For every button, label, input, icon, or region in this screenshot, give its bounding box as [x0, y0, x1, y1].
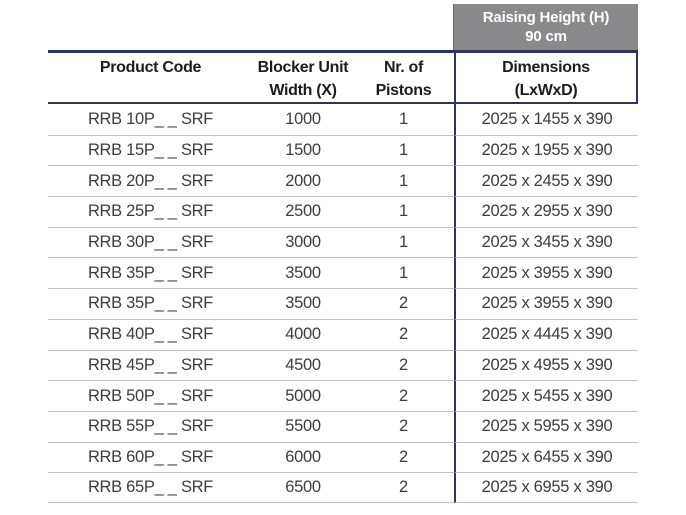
product-code-cell: RRB 55P_ _ SRF — [48, 411, 253, 442]
dimensions-cell: 2025 x 3955 x 390 — [454, 288, 638, 319]
col-header-pistons — [353, 50, 454, 104]
product-code-cell: RRB 10P_ _ SRF — [87, 109, 214, 128]
product-code-cell: RRB 15P_ _ SRF — [48, 135, 253, 166]
blocker-width-cell: 6000 — [253, 442, 353, 473]
table-row — [48, 350, 638, 381]
dimensions-cell: 2025 x 4955 x 390 — [454, 350, 638, 381]
col-header-blocker-width-line1: Blocker Unit — [257, 59, 349, 76]
product-code-cell: RRB 40P_ _ SRF — [48, 319, 253, 350]
pistons-cell: 1 — [399, 109, 408, 128]
dimensions-cell: 2025 x 1955 x 390 — [454, 135, 638, 166]
dimensions-cell: 2025 x 2455 x 390 — [454, 165, 638, 196]
dimensions-cell: 2025 x 5955 x 390 — [454, 411, 638, 442]
product-code-cell: RRB 50P_ _ SRF — [48, 380, 253, 411]
product-code-cell: RRB 45P_ _ SRF — [48, 350, 253, 381]
pistons-cell: 2 — [353, 472, 454, 503]
header-row — [48, 50, 638, 104]
product-code-cell: RRB 65P_ _ SRF — [48, 472, 253, 503]
blocker-width-cell: 5500 — [253, 411, 353, 442]
product-code-cell: RRB 60P_ _ SRF — [48, 442, 253, 473]
dimensions-cell: 2025 x 6955 x 390 — [454, 472, 638, 503]
dimensions-cell: 2025 x 6455 x 390 — [454, 442, 638, 473]
product-code-cell: RRB 35P_ _ SRF — [48, 288, 253, 319]
table-row — [48, 135, 638, 166]
product-code-cell: RRB 25P_ _ SRF — [48, 196, 253, 227]
col-header-pistons-line2: Pistons — [375, 82, 432, 99]
pistons-cell: 1 — [353, 135, 454, 166]
table-row — [48, 442, 638, 473]
col-header-blocker-width — [253, 50, 353, 104]
dimensions-cell: 2025 x 3455 x 390 — [454, 227, 638, 258]
pistons-cell: 2 — [353, 380, 454, 411]
spec-table — [48, 50, 638, 503]
blocker-width-cell: 2500 — [253, 196, 353, 227]
spec-table-header — [48, 50, 638, 104]
pistons-cell: 2 — [353, 442, 454, 473]
blocker-width-cell: 4000 — [253, 319, 353, 350]
pistons-cell: 2 — [353, 350, 454, 381]
blocker-width-cell: 3500 — [253, 257, 353, 288]
table-row — [48, 257, 638, 288]
raising-height-banner — [453, 4, 638, 50]
table-row — [48, 380, 638, 411]
table-row — [48, 165, 638, 196]
product-code-cell: RRB 35P_ _ SRF — [48, 257, 253, 288]
pistons-cell: 1 — [353, 165, 454, 196]
dimensions-cell: 2025 x 2955 x 390 — [454, 196, 638, 227]
blocker-width-cell: 1500 — [253, 135, 353, 166]
table-body — [48, 104, 638, 503]
table-row — [48, 288, 638, 319]
col-header-product-code-line2 — [48, 79, 253, 102]
table-row — [48, 319, 638, 350]
pistons-cell: 2 — [353, 411, 454, 442]
pistons-cell: 1 — [353, 257, 454, 288]
product-code-cell: RRB 20P_ _ SRF — [48, 165, 253, 196]
blocker-width-cell: 2000 — [253, 165, 353, 196]
table-row — [48, 104, 638, 135]
blocker-width-cell: 5000 — [253, 380, 353, 411]
col-header-blocker-width-line2: Width (X) — [269, 82, 337, 99]
pistons-cell: 1 — [353, 196, 454, 227]
dimensions-cell: 2025 x 3955 x 390 — [454, 257, 638, 288]
dimensions-cell: 2025 x 5455 x 390 — [454, 380, 638, 411]
pistons-cell: 2 — [353, 288, 454, 319]
table-row — [48, 196, 638, 227]
dimensions-cell: 2025 x 1455 x 390 — [454, 104, 638, 135]
blocker-width-cell: 4500 — [253, 350, 353, 381]
table-row — [48, 411, 638, 442]
col-header-dimensions-line2: (LxWxD) — [514, 82, 578, 99]
col-header-product-code — [48, 50, 253, 104]
raising-height-line2: 90 cm — [525, 28, 567, 45]
col-header-dimensions — [454, 50, 638, 104]
col-header-product-code-line1: Product Code — [99, 59, 202, 76]
product-code-cell: RRB 30P_ _ SRF — [48, 227, 253, 258]
dimensions-cell: 2025 x 4445 x 390 — [454, 319, 638, 350]
table-row — [48, 472, 638, 503]
pistons-cell: 1 — [353, 227, 454, 258]
pistons-cell: 2 — [353, 319, 454, 350]
blocker-width-cell: 6500 — [253, 472, 353, 503]
raising-height-line1: Raising Height (H) — [482, 9, 610, 26]
blocker-width-cell: 3500 — [253, 288, 353, 319]
col-header-dimensions-line1: Dimensions — [502, 59, 590, 76]
blocker-width-cell: 1000 — [285, 109, 321, 128]
blocker-width-cell: 3000 — [253, 227, 353, 258]
col-header-pistons-line1: Nr. of — [383, 59, 424, 76]
table-row — [48, 227, 638, 258]
